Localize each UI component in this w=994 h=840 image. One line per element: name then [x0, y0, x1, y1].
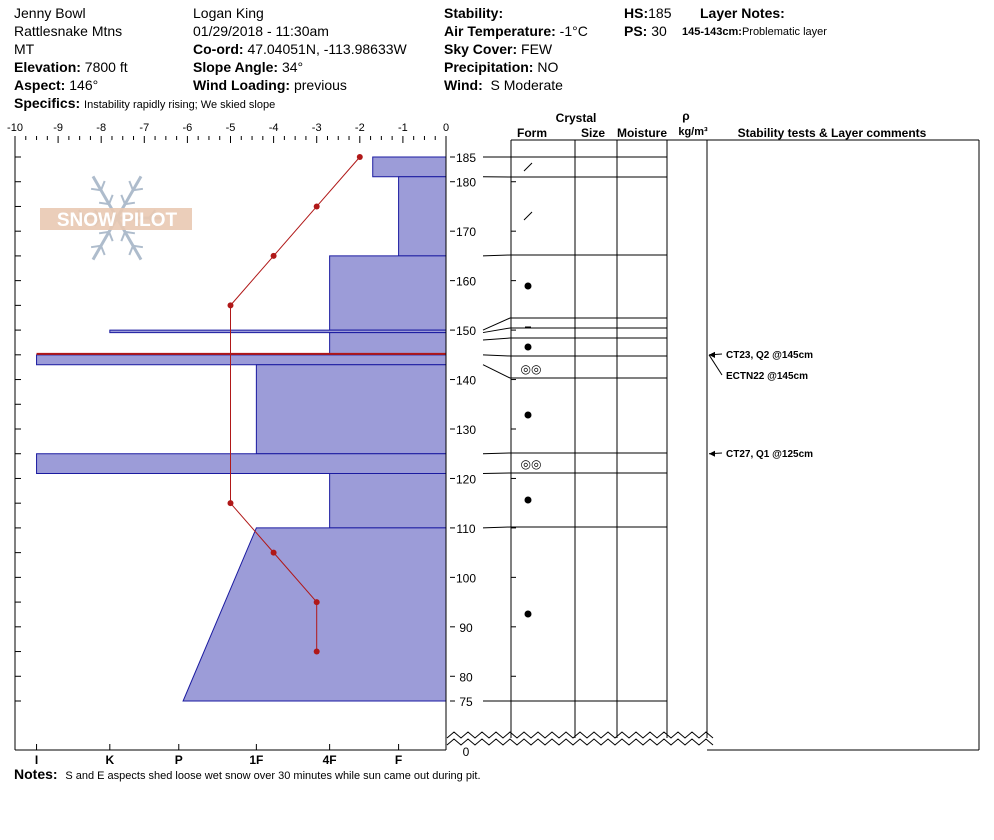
specifics-value: Instability rapidly rising; We skied slope — [84, 99, 276, 111]
state: MT — [14, 41, 35, 57]
hs-label: HS: — [624, 5, 649, 21]
depth-break-zigzag-1 — [447, 732, 713, 738]
coord-label: Co-ord: — [193, 41, 244, 57]
stability-label: Stability: — [444, 5, 504, 21]
hardness-layer-1 — [373, 157, 446, 177]
stability-test-arrowhead-2 — [709, 451, 715, 457]
snowflake-branch — [129, 181, 133, 190]
precip-label: Precipitation: — [444, 59, 534, 75]
hardness-tick-label-1: K — [105, 753, 115, 767]
form-symbol-9 — [525, 497, 532, 504]
elevation-value: 7800 ft — [84, 59, 128, 75]
temp-tick-label-8: -2 — [354, 122, 365, 134]
layer-grid — [447, 140, 979, 750]
layer-connector-10 — [483, 527, 510, 528]
wind-label: Wind: — [444, 77, 483, 93]
temp-tick-label-4: -6 — [182, 122, 193, 134]
hardness-layer-6 — [37, 355, 446, 365]
hardness-tick-label-5: F — [394, 753, 403, 767]
temp-point-2 — [314, 203, 320, 209]
datetime: 01/29/2018 - 11:30am — [193, 23, 329, 39]
temp-point-7 — [314, 599, 320, 605]
depth-label-9: 100 — [455, 571, 477, 586]
wind-value: S Moderate — [490, 77, 563, 93]
depth-label-7: 120 — [455, 472, 477, 487]
slope-label: Slope Angle: — [193, 59, 279, 75]
form-symbol-6: ◎◎ — [520, 362, 542, 376]
snowflake-branch — [109, 195, 113, 204]
snowflake-branch — [109, 232, 113, 241]
hardness-tick-label-0: I — [34, 753, 39, 767]
air-temp-label: Air Temperature: — [444, 23, 556, 39]
logo-text: SNOW PILOT — [56, 210, 178, 231]
hardness-layer-9 — [330, 474, 446, 528]
temp-point-3 — [271, 253, 277, 259]
depth-label-5: 140 — [455, 373, 477, 388]
hardness-tick-label-3: 1F — [249, 753, 264, 767]
elevation-label: Elevation: — [14, 59, 81, 75]
column-header-density: kg/m³ — [678, 126, 708, 138]
form-symbol-1 — [524, 163, 532, 171]
temp-point-1 — [357, 154, 363, 160]
depth-label-13: 0 — [462, 745, 470, 759]
stability-test-label-2: CT27, Q1 @125cm — [726, 449, 814, 460]
slope-value: 34° — [281, 59, 304, 75]
temp-point-8 — [314, 649, 320, 655]
ps-label: PS: — [624, 23, 648, 39]
sky-value: FEW — [521, 41, 553, 57]
hardness-tick-label-4: 4F — [322, 753, 337, 767]
column-header-size: Size — [580, 126, 606, 140]
depth-label-0: 185 — [455, 151, 477, 165]
depth-label-1: 180 — [455, 175, 477, 190]
notes-label: Notes: — [14, 766, 58, 782]
layer-connector-9 — [483, 473, 510, 474]
temp-tick-label-7: -3 — [311, 122, 322, 134]
temp-tick-label-10: 0 — [442, 122, 450, 134]
snowpilot-logo — [40, 176, 192, 259]
form-symbol-3 — [525, 283, 532, 290]
depth-label-3: 160 — [455, 274, 477, 289]
column-header-crystal: Crystal — [555, 111, 597, 125]
stability-test-arrow-1 — [709, 355, 722, 375]
temp-point-5 — [228, 500, 234, 506]
depth-label-6: 130 — [455, 423, 477, 437]
mountain-range: Rattlesnake Mtns — [14, 23, 123, 39]
temp-tick-label-0: -10 — [7, 122, 23, 134]
hardness-layer-10 — [183, 528, 446, 701]
layer-connector-2 — [483, 255, 510, 256]
aspect-value: 146° — [69, 77, 99, 93]
hardness-layer-3 — [330, 256, 446, 330]
temp-point-6 — [271, 550, 277, 556]
temp-tick-label-5: -5 — [225, 122, 236, 134]
layer-connector-8 — [483, 453, 510, 454]
depth-label-4: 150 — [455, 324, 477, 339]
layer-notes-label: Layer Notes: — [700, 5, 785, 21]
column-header-form: Form — [517, 126, 547, 140]
snowflake-branch — [129, 246, 133, 255]
temp-tick-label-3: -7 — [139, 122, 150, 134]
wind-loading-value: previous — [293, 77, 347, 93]
specifics-label: Specifics: — [14, 95, 81, 111]
wind-loading-label: Wind Loading: — [193, 77, 291, 93]
form-symbol-10 — [525, 611, 532, 618]
coord-value: 47.04051N, -113.98633W — [247, 41, 407, 57]
hs-value: 185 — [648, 5, 672, 21]
depth-label-10: 90 — [459, 620, 473, 635]
hardness-layer-2 — [399, 177, 446, 256]
snowflake-branch — [101, 246, 105, 255]
temp-tick-label-1: -9 — [53, 122, 63, 134]
hardness-tick-label-2: P — [174, 753, 183, 767]
depth-label-8: 110 — [456, 521, 476, 536]
temp-tick-label-6: -4 — [268, 122, 279, 134]
layer-note-range: 145-143cm: — [682, 26, 742, 38]
depth-break-zigzag-2 — [447, 739, 713, 745]
depth-label-11: 80 — [459, 670, 473, 685]
temp-tick-label-2: -8 — [96, 122, 107, 134]
stability-test-label-1: ECTN22 @145cm — [726, 371, 809, 382]
depth-label-12: 75 — [459, 695, 473, 709]
form-symbol-7 — [525, 412, 532, 419]
form-symbol-5 — [525, 344, 532, 351]
temp-point-4 — [228, 302, 234, 308]
hardness-profile — [37, 157, 446, 701]
sky-label: Sky Cover: — [444, 41, 518, 57]
observer: Logan King — [193, 5, 264, 21]
column-header-rho: ρ — [682, 109, 690, 123]
notes-row — [14, 766, 481, 782]
layer-note-text: Problematic layer — [741, 26, 827, 38]
column-header-moisture: Moisture — [616, 126, 668, 140]
temp-tick-label-9: -1 — [398, 122, 408, 134]
ps-value: 30 — [651, 23, 667, 39]
layer-connector-5 — [483, 338, 510, 340]
column-header-comments: Stability tests & Layer comments — [737, 126, 927, 140]
snowflake-branch — [121, 232, 125, 241]
location-name: Jenny Bowl — [14, 5, 86, 21]
layer-connector-7 — [483, 365, 510, 378]
depth-label-2: 170 — [455, 225, 477, 240]
notes-text: S and E aspects shed loose wet snow over 30 minutes while sun came out during pit. — [65, 770, 481, 782]
hardness-layer-7 — [256, 365, 446, 454]
form-symbol-8: ◎◎ — [520, 457, 542, 471]
air-temp-value: -1°C — [559, 23, 588, 39]
chart-labels — [7, 109, 927, 767]
hardness-layer-8 — [37, 454, 446, 474]
precip-value: NO — [537, 59, 559, 75]
layer-connector-6 — [483, 355, 510, 356]
snowflake-branch — [121, 195, 125, 204]
form-symbol-2 — [524, 212, 532, 220]
stability-test-label-0: CT23, Q2 @145cm — [726, 350, 814, 361]
snowflake-branch — [101, 181, 105, 190]
hardness-layer-5 — [330, 333, 446, 355]
aspect-label: Aspect: — [14, 77, 66, 93]
